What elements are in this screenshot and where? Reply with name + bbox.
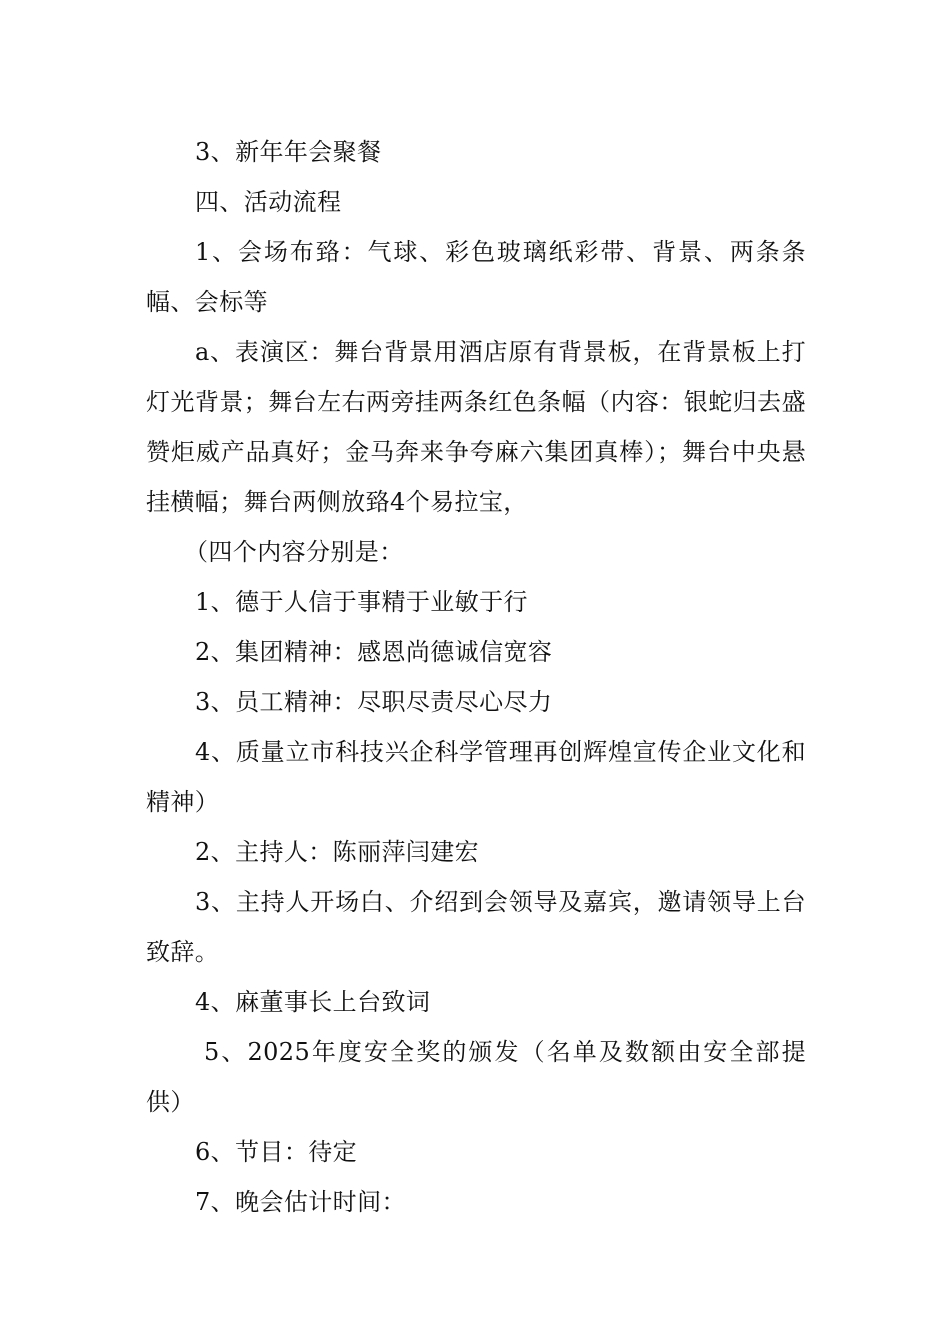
paragraph-venue-layout: 1、会场布臵：气球、彩色玻璃纸彩带、背景、两条条幅、会标等 bbox=[146, 238, 806, 316]
list-item-quality: 4、质量立市科技兴企科学管理再创辉煌宣传企业文化和精神） bbox=[146, 738, 806, 816]
paragraph-safety-award: 5、2025年度安全奖的颁发（名单及数额由安全部提供） bbox=[146, 1038, 806, 1116]
paragraph-four-contents: （四个内容分别是： bbox=[184, 538, 404, 566]
heading-activity-process: 四、活动流程 bbox=[195, 188, 342, 216]
paragraph-opening: 3、主持人开场白、介绍到会领导及嘉宾，邀请领导上台致辞。 bbox=[146, 888, 806, 966]
paragraph-chairman-speech: 4、麻董事长上台致词 bbox=[195, 988, 431, 1016]
paragraph-program: 6、节目：待定 bbox=[195, 1138, 358, 1166]
list-item-motto: 1、德于人信于事精于业敏于行 bbox=[195, 588, 528, 616]
document-body bbox=[146, 127, 806, 1227]
list-item-staff-spirit: 3、员工精神：尽职尽责尽心尽力 bbox=[195, 688, 553, 716]
paragraph-dinner: 3、新年年会聚餐 bbox=[195, 138, 382, 166]
paragraph-performance-area: a、表演区：舞台背景用酒店原有背景板，在背景板上打灯光背景；舞台左右两旁挂两条红色条幅（内容：银蛇归去盛赞炬威产品真好；金马奔来争夸麻六集团真棒）；舞台中央悬挂横幅；舞台两侧放臵4个易拉宝， bbox=[146, 338, 806, 516]
paragraph-hosts: 2、主持人：陈丽萍闫建宏 bbox=[195, 838, 480, 866]
list-item-group-spirit: 2、集团精神：感恩尚德诚信宽容 bbox=[195, 638, 553, 666]
paragraph-estimated-time: 7、晚会估计时间： bbox=[195, 1188, 406, 1216]
